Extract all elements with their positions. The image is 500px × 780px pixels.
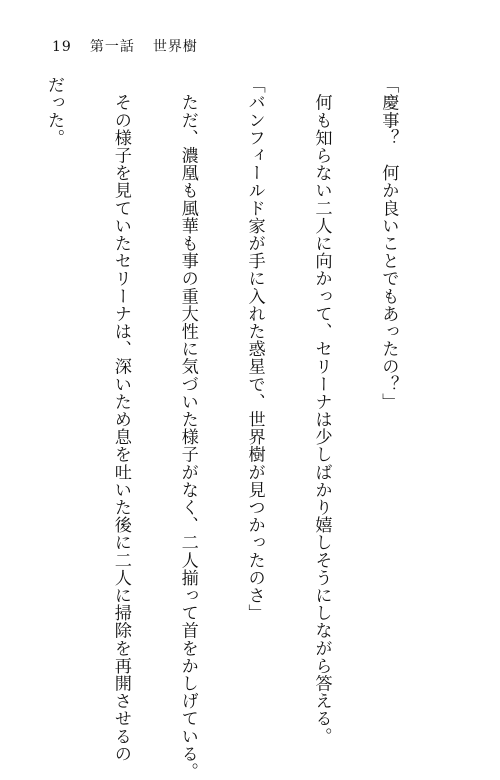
text-line-1: 「慶事？ 何か良いことでもあったの？」 xyxy=(378,76,399,411)
text-line-4: ただ、濃凰も風華も事の重大性に気づいた様子がなく、二人揃って首をかしげている。 xyxy=(177,76,198,780)
text-line-2: 何も知らない二人に向かって、セリーナは少しばかり嬉しそうにしながら答える。 xyxy=(311,76,332,745)
chapter-title: 世界樹 xyxy=(152,39,198,55)
text-line-3: 「バンフィールド家が手に入れた惑星で、世界樹が見つかったのさ」 xyxy=(244,76,265,622)
page-number: 19 xyxy=(52,39,72,55)
running-header xyxy=(52,36,198,56)
vertical-body-text xyxy=(42,76,444,780)
text-line-6: だった。 xyxy=(43,76,64,147)
chapter-label: 第一話 xyxy=(89,39,135,55)
text-line-5: その様子を見ていたセリーナは、深いため息を吐いた後に二人に掃除を再開させるの xyxy=(110,76,131,763)
